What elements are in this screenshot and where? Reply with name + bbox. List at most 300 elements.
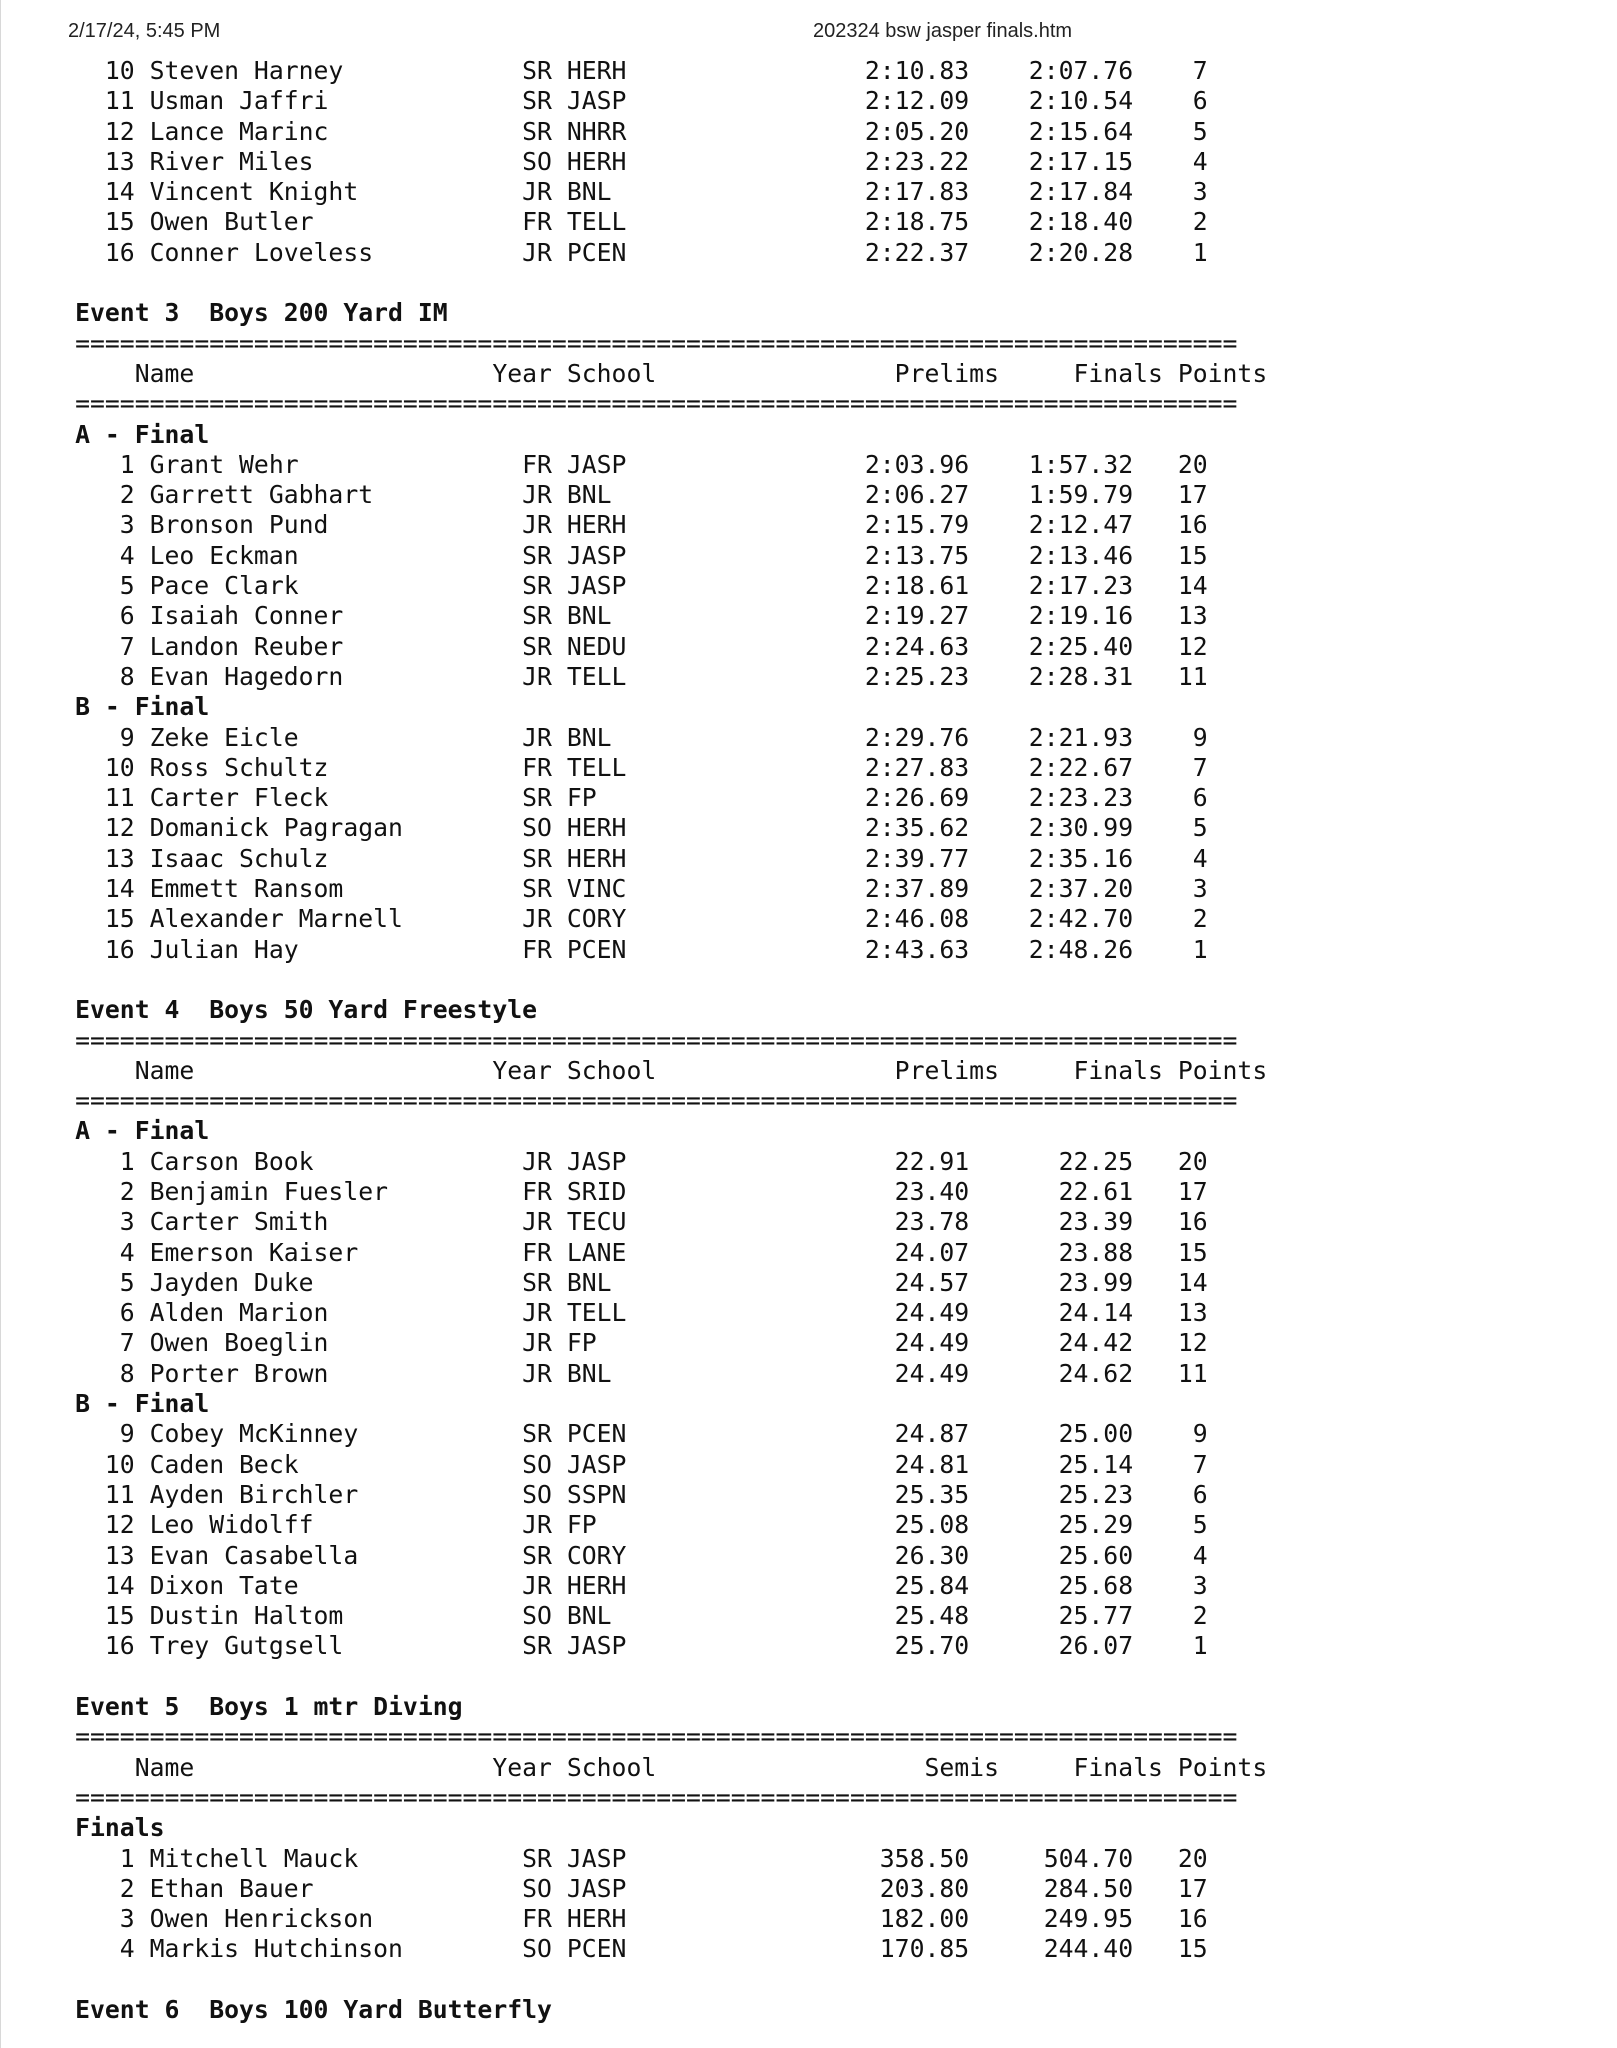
blank-line [90, 268, 1267, 298]
swimmer-name: Alden Marion [149, 1298, 508, 1328]
result-row [90, 1571, 1267, 1601]
swimmer-name: River Miles [149, 146, 508, 176]
final-time: 23.99 [969, 1267, 1134, 1297]
school: HERH [566, 1570, 627, 1600]
print-datetime: 2/17/24, 5:45 PM [68, 20, 221, 42]
year: SR [522, 1540, 552, 1570]
result-row [90, 874, 1267, 904]
school: PCEN [566, 934, 627, 964]
result-row [90, 783, 1267, 813]
place: 14 [90, 1570, 135, 1600]
result-row [90, 601, 1267, 631]
place: 11 [90, 86, 135, 116]
points: 6 [1133, 1479, 1208, 1509]
final-time: 2:42.70 [969, 904, 1134, 934]
seed-time: 358.50 [805, 1843, 970, 1873]
points: 20 [1133, 1843, 1208, 1873]
final-time: 24.14 [969, 1298, 1134, 1328]
year: JR [522, 722, 552, 752]
year: FR [522, 1904, 552, 1934]
year: SR [522, 1631, 552, 1661]
seed-time: 24.49 [805, 1358, 970, 1388]
result-row [90, 1177, 1267, 1207]
seed-time: 2:26.69 [805, 783, 970, 813]
seed-time: 24.87 [805, 1419, 970, 1449]
place: 12 [90, 1510, 135, 1540]
school: FP [566, 1510, 627, 1540]
year: FR [522, 1176, 552, 1206]
result-row [90, 753, 1267, 783]
swimmer-name: Bronson Pund [149, 510, 508, 540]
place: 10 [90, 56, 135, 85]
points: 16 [1133, 1207, 1208, 1237]
swimmer-name: Julian Hay [149, 934, 508, 964]
separator [75, 1026, 1267, 1056]
seed-time: 2:27.83 [805, 752, 970, 782]
final-time: 25.29 [969, 1510, 1134, 1540]
column-header-row [75, 1056, 1267, 1086]
result-row [90, 904, 1267, 934]
seed-time: 170.85 [805, 1934, 970, 1964]
seed-time: 2:23.22 [805, 146, 970, 176]
place: 7 [90, 1328, 135, 1358]
swimmer-name: Lance Marinc [149, 116, 508, 146]
result-row [90, 632, 1267, 662]
place: 12 [90, 813, 135, 843]
result-row [90, 177, 1267, 207]
col-year-school: Year School [492, 1055, 657, 1085]
swimmer-name: Porter Brown [149, 1358, 508, 1388]
final-time: 25.60 [969, 1540, 1134, 1570]
seed-time: 24.57 [805, 1267, 970, 1297]
group-label: A - Final [75, 419, 210, 449]
place: 5 [90, 1267, 135, 1297]
event-title-text: Event 3 Boys 200 Yard IM [75, 298, 448, 328]
school: JASP [566, 571, 627, 601]
final-time: 26.07 [969, 1631, 1134, 1661]
year: SR [522, 601, 552, 631]
place: 15 [90, 207, 135, 237]
separator [75, 1722, 1267, 1752]
result-row [90, 1874, 1267, 1904]
seed-time: 2:13.75 [805, 540, 970, 570]
school: FP [566, 1328, 627, 1358]
separator-rule: ============================================================================== [75, 389, 1238, 419]
points: 12 [1133, 631, 1208, 661]
year: JR [522, 1570, 552, 1600]
points: 9 [1133, 722, 1208, 752]
place: 15 [90, 1601, 135, 1631]
points: 5 [1133, 813, 1208, 843]
col-points: Points [1162, 358, 1268, 388]
seed-time: 2:39.77 [805, 843, 970, 873]
event-title [75, 995, 1267, 1025]
col-name: Name [134, 358, 493, 388]
result-row [90, 1298, 1267, 1328]
year: JR [522, 661, 552, 691]
school: JASP [566, 1631, 627, 1661]
swimmer-name: Zeke Eicle [149, 722, 508, 752]
points: 11 [1133, 1358, 1208, 1388]
year: SO [522, 1934, 552, 1964]
place: 16 [90, 237, 135, 267]
year: JR [522, 1298, 552, 1328]
seed-time: 2:18.61 [805, 571, 970, 601]
final-time: 2:23.23 [969, 783, 1134, 813]
seed-time: 2:18.75 [805, 207, 970, 237]
final-time: 1:57.32 [969, 449, 1134, 479]
year: JR [522, 237, 552, 267]
points: 3 [1133, 177, 1208, 207]
col-finals: Finals [999, 358, 1163, 388]
final-time: 24.42 [969, 1328, 1134, 1358]
col-seed: Prelims [835, 1055, 999, 1085]
seed-time: 25.35 [805, 1479, 970, 1509]
result-row [90, 510, 1267, 540]
group-label: B - Final [75, 692, 210, 722]
points: 6 [1133, 86, 1208, 116]
final-time: 2:12.47 [969, 510, 1134, 540]
result-row [90, 147, 1267, 177]
print-filename: 202324 bsw jasper finals.htm [813, 20, 1073, 42]
col-seed: Semis [835, 1752, 999, 1782]
seed-time: 2:10.83 [805, 56, 970, 85]
place: 1 [90, 1146, 135, 1176]
swimmer-name: Evan Hagedorn [149, 661, 508, 691]
points: 3 [1133, 1570, 1208, 1600]
page-edge [0, 0, 1, 2048]
result-row [90, 207, 1267, 237]
points: 12 [1133, 1328, 1208, 1358]
points: 17 [1133, 1176, 1208, 1206]
points: 2 [1133, 207, 1208, 237]
swimmer-name: Carter Fleck [149, 783, 508, 813]
final-time: 2:30.99 [969, 813, 1134, 843]
year: FR [522, 752, 552, 782]
result-row [90, 662, 1267, 692]
points: 13 [1133, 601, 1208, 631]
school: FP [566, 783, 627, 813]
year: SR [522, 571, 552, 601]
place: 16 [90, 934, 135, 964]
seed-time: 2:12.09 [805, 86, 970, 116]
final-time: 2:37.20 [969, 874, 1134, 904]
points: 2 [1133, 904, 1208, 934]
col-name: Name [134, 1752, 493, 1782]
school: HERH [566, 1904, 627, 1934]
seed-time: 2:19.27 [805, 601, 970, 631]
final-time: 504.70 [969, 1843, 1134, 1873]
col-finals: Finals [999, 1055, 1163, 1085]
points: 15 [1133, 540, 1208, 570]
place: 16 [90, 1631, 135, 1661]
result-row [90, 723, 1267, 753]
col-points: Points [1162, 1752, 1268, 1782]
final-group-label [75, 692, 1267, 722]
year: JR [522, 510, 552, 540]
seed-time: 182.00 [805, 1904, 970, 1934]
place: 1 [90, 1843, 135, 1873]
year: JR [522, 904, 552, 934]
result-row [90, 1601, 1267, 1631]
final-group-label [75, 1389, 1267, 1419]
place: 7 [90, 631, 135, 661]
swimmer-name: Ross Schultz [149, 752, 508, 782]
final-time: 25.23 [969, 1479, 1134, 1509]
seed-time: 2:46.08 [805, 904, 970, 934]
final-time: 25.77 [969, 1601, 1134, 1631]
separator-rule: ============================================================================== [75, 328, 1238, 358]
final-time: 25.14 [969, 1449, 1134, 1479]
col-points: Points [1162, 1055, 1268, 1085]
points: 14 [1133, 571, 1208, 601]
points: 7 [1133, 56, 1208, 85]
school: JASP [566, 449, 627, 479]
year: FR [522, 207, 552, 237]
points: 13 [1133, 1298, 1208, 1328]
seed-time: 22.91 [805, 1146, 970, 1176]
school: BNL [566, 480, 627, 510]
school: BNL [566, 1601, 627, 1631]
points: 17 [1133, 1873, 1208, 1903]
year: SO [522, 1601, 552, 1631]
col-year-school: Year School [492, 358, 657, 388]
school: JASP [566, 1873, 627, 1903]
year: SR [522, 631, 552, 661]
points: 16 [1133, 1904, 1208, 1934]
swimmer-name: Ethan Bauer [149, 1873, 508, 1903]
seed-time: 24.49 [805, 1298, 970, 1328]
school: TELL [566, 207, 627, 237]
seed-time: 2:25.23 [805, 661, 970, 691]
final-time: 2:17.15 [969, 146, 1134, 176]
year: SO [522, 813, 552, 843]
final-time: 22.61 [969, 1176, 1134, 1206]
place: 4 [90, 540, 135, 570]
swimmer-name: Carter Smith [149, 1207, 508, 1237]
seed-time: 203.80 [805, 1873, 970, 1903]
final-time: 2:07.76 [969, 56, 1134, 85]
swimmer-name: Dixon Tate [149, 1570, 508, 1600]
place: 11 [90, 783, 135, 813]
seed-time: 25.84 [805, 1570, 970, 1600]
seed-time: 25.70 [805, 1631, 970, 1661]
year: SR [522, 56, 552, 85]
event-title [75, 1995, 1267, 2025]
swimmer-name: Conner Loveless [149, 237, 508, 267]
school: TECU [566, 1207, 627, 1237]
col-seed: Prelims [835, 358, 999, 388]
swimmer-name: Ayden Birchler [149, 1479, 508, 1509]
result-row [90, 1904, 1267, 1934]
year: SR [522, 874, 552, 904]
place: 12 [90, 116, 135, 146]
place: 14 [90, 874, 135, 904]
final-time: 249.95 [969, 1904, 1134, 1934]
school: CORY [566, 904, 627, 934]
year: JR [522, 1358, 552, 1388]
school: HERH [566, 813, 627, 843]
place: 1 [90, 449, 135, 479]
year: SR [522, 86, 552, 116]
points: 5 [1133, 116, 1208, 146]
separator [75, 329, 1267, 359]
school: VINC [566, 874, 627, 904]
school: TELL [566, 661, 627, 691]
school: BNL [566, 1267, 627, 1297]
school: PCEN [566, 1419, 627, 1449]
points: 1 [1133, 237, 1208, 267]
swimmer-name: Cobey McKinney [149, 1419, 508, 1449]
place: 2 [90, 480, 135, 510]
place: 10 [90, 1449, 135, 1479]
seed-time: 2:37.89 [805, 874, 970, 904]
school: SRID [566, 1176, 627, 1206]
points: 5 [1133, 1510, 1208, 1540]
year: JR [522, 480, 552, 510]
points: 4 [1133, 146, 1208, 176]
year: FR [522, 1237, 552, 1267]
year: SR [522, 540, 552, 570]
seed-time: 2:24.63 [805, 631, 970, 661]
result-row [90, 1934, 1267, 1964]
seed-time: 2:03.96 [805, 449, 970, 479]
school: BNL [566, 601, 627, 631]
school: CORY [566, 1540, 627, 1570]
points: 14 [1133, 1267, 1208, 1297]
result-row [90, 541, 1267, 571]
seed-time: 2:35.62 [805, 813, 970, 843]
seed-time: 24.07 [805, 1237, 970, 1267]
swimmer-name: Garrett Gabhart [149, 480, 508, 510]
col-name: Name [134, 1055, 493, 1085]
swimmer-name: Owen Boeglin [149, 1328, 508, 1358]
seed-time: 2:15.79 [805, 510, 970, 540]
final-time: 2:17.84 [969, 177, 1134, 207]
result-row [90, 1328, 1267, 1358]
result-row [90, 86, 1267, 116]
final-time: 1:59.79 [969, 480, 1134, 510]
separator-rule: ============================================================================== [75, 1025, 1238, 1055]
result-row [90, 1480, 1267, 1510]
place: 15 [90, 904, 135, 934]
final-group-label [75, 1116, 1267, 1146]
school: TELL [566, 1298, 627, 1328]
result-row [90, 813, 1267, 843]
group-label: Finals [75, 1813, 165, 1843]
place: 2 [90, 1873, 135, 1903]
place: 3 [90, 510, 135, 540]
year: SR [522, 1419, 552, 1449]
seed-time: 25.48 [805, 1601, 970, 1631]
year: FR [522, 934, 552, 964]
points: 4 [1133, 1540, 1208, 1570]
swimmer-name: Evan Casabella [149, 1540, 508, 1570]
separator [75, 1086, 1267, 1116]
result-row [90, 1541, 1267, 1571]
year: JR [522, 1146, 552, 1176]
school: HERH [566, 843, 627, 873]
seed-time: 24.81 [805, 1449, 970, 1479]
points: 3 [1133, 874, 1208, 904]
school: TELL [566, 752, 627, 782]
final-time: 2:48.26 [969, 934, 1134, 964]
points: 20 [1133, 449, 1208, 479]
place: 4 [90, 1237, 135, 1267]
swimmer-name: Dustin Haltom [149, 1601, 508, 1631]
result-row [90, 1419, 1267, 1449]
points: 9 [1133, 1419, 1208, 1449]
year: JR [522, 177, 552, 207]
place: 6 [90, 1298, 135, 1328]
final-time: 2:10.54 [969, 86, 1134, 116]
year: SO [522, 1873, 552, 1903]
final-time: 2:20.28 [969, 237, 1134, 267]
year: SR [522, 783, 552, 813]
result-row [90, 480, 1267, 510]
school: BNL [566, 177, 627, 207]
final-time: 22.25 [969, 1146, 1134, 1176]
result-row [90, 238, 1267, 268]
seed-time: 2:43.63 [805, 934, 970, 964]
blank-line [90, 965, 1267, 995]
place: 10 [90, 752, 135, 782]
final-time: 284.50 [969, 1873, 1134, 1903]
points: 16 [1133, 510, 1208, 540]
year: SR [522, 843, 552, 873]
swimmer-name: Landon Reuber [149, 631, 508, 661]
final-time: 2:15.64 [969, 116, 1134, 146]
place: 14 [90, 177, 135, 207]
points: 15 [1133, 1237, 1208, 1267]
place: 9 [90, 1419, 135, 1449]
separator [75, 389, 1267, 419]
result-row [90, 1359, 1267, 1389]
final-time: 2:18.40 [969, 207, 1134, 237]
year: SO [522, 1479, 552, 1509]
school: JASP [566, 1449, 627, 1479]
separator-rule: ============================================================================== [75, 1722, 1238, 1752]
seed-time: 2:29.76 [805, 722, 970, 752]
col-finals: Finals [999, 1752, 1163, 1782]
year: JR [522, 1328, 552, 1358]
year: SR [522, 1267, 552, 1297]
place: 3 [90, 1904, 135, 1934]
place: 4 [90, 1934, 135, 1964]
final-time: 2:35.16 [969, 843, 1134, 873]
school: HERH [566, 56, 627, 85]
place: 9 [90, 722, 135, 752]
year: SR [522, 1843, 552, 1873]
final-time: 244.40 [969, 1934, 1134, 1964]
swimmer-name: Leo Widolff [149, 1510, 508, 1540]
result-row [90, 117, 1267, 147]
place: 13 [90, 843, 135, 873]
place: 6 [90, 601, 135, 631]
separator [75, 1783, 1267, 1813]
column-header-row [75, 359, 1267, 389]
result-row [90, 1631, 1267, 1661]
seed-time: 2:22.37 [805, 237, 970, 267]
final-time: 2:22.67 [969, 752, 1134, 782]
points: 7 [1133, 1449, 1208, 1479]
points: 20 [1133, 1146, 1208, 1176]
school: JASP [566, 1843, 627, 1873]
year: FR [522, 449, 552, 479]
seed-time: 24.49 [805, 1328, 970, 1358]
group-label: B - Final [75, 1389, 210, 1419]
results-listing [75, 56, 1268, 2025]
